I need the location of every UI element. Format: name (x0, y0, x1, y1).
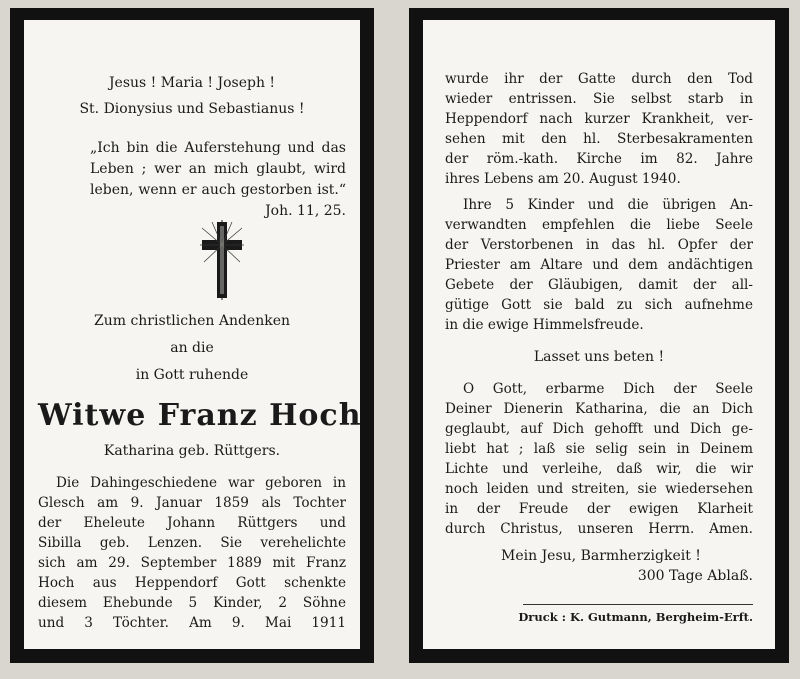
quote-line: „Ich bin die Auferstehung und das (90, 140, 346, 156)
memorial-line: in Gott ruhende (135, 367, 249, 383)
children-line: in die ewige Himmelsfreude. (445, 317, 644, 333)
bio-cont-line: Heppendorf nach kurzer Krankheit, ver- (445, 111, 753, 127)
bio-cont-line: der röm.-kath. Kirche im 82. Jahre (445, 151, 753, 167)
bio-line: und 3 Töchter. Am 9. Mai 1911 (38, 615, 346, 631)
printer-divider (523, 604, 753, 605)
quote-line: leben, wenn er auch gestorben ist.“ (90, 182, 346, 198)
prayer-line: Lichte und verleihe, daß wir, die wir (445, 461, 753, 477)
invocation-saints: St. Dionysius und Sebastianus ! (79, 101, 305, 117)
cross-icon (200, 220, 244, 300)
left-card (10, 8, 374, 663)
bio-cont-line: wieder entrissen. Sie selbst starb in (445, 91, 753, 107)
prayer-line: Deiner Dienerin Katharina, die an Dich (445, 401, 753, 417)
prayer-line: liebt hat ; laß sie selig sein in Deinem (445, 441, 753, 457)
prayer-heading: Lasset uns beten ! (533, 349, 665, 365)
bio-line: Glesch am 9. Januar 1859 als Tochter (38, 495, 346, 511)
bio-line: Sibilla geb. Lenzen. Sie verehelichte (38, 535, 346, 551)
children-line: verwandten empfehlen die liebe Seele (445, 217, 753, 233)
children-line: gütige Gott sie bald zu sich aufnehme (445, 297, 753, 313)
printer-credit: Druck : K. Gutmann, Bergheim-Erft. (518, 610, 753, 624)
children-line: Gebete der Gläubigen, damit der all- (445, 277, 753, 293)
bio-cont-line: sehen mit den hl. Sterbesakramenten (445, 131, 753, 147)
prayer-line: in der Freude der ewigen Klarheit (445, 501, 753, 517)
indulgence: 300 Tage Ablaß. (637, 568, 753, 584)
prayer-line: geglaubt, auf Dich gehofft und Dich ge- (445, 421, 753, 437)
prayer-line: noch leiden und streiten, sie wiedersehen (445, 481, 753, 497)
quote-line: Leben ; wer an mich glaubt, wird (90, 161, 346, 177)
bio-cont-line: wurde ihr der Gatte durch den Tod (445, 71, 753, 87)
right-card (409, 8, 789, 663)
children-line: Ihre 5 Kinder und die übrigen An- (463, 197, 753, 213)
quote-reference: Joh. 11, 25. (265, 203, 346, 219)
bio-line: der Eheleute Johann Rüttgers und (38, 515, 346, 531)
children-line: Priester am Altare und dem andächtigen (445, 257, 753, 273)
memorial-line: Zum christlichen Andenken (93, 313, 291, 329)
memorial-line: an die (170, 340, 214, 356)
bio-line: diesem Ehebunde 5 Kinder, 2 Söhne (38, 595, 346, 611)
left-card-inner (24, 20, 360, 649)
prayer-line: durch Christus, unseren Herrn. Amen. (445, 521, 753, 537)
bio-cont-line: ihres Lebens am 20. August 1940. (445, 171, 681, 187)
maiden-name: Katharina geb. Rüttgers. (103, 443, 281, 459)
bio-line: sich am 29. September 1889 mit Franz (38, 555, 346, 571)
deceased-name-title: Witwe Franz Hoch (38, 398, 362, 433)
ejaculation: Mein Jesu, Barmherzigkeit ! (501, 548, 701, 564)
children-line: der Verstorbenen in das hl. Opfer der (445, 237, 753, 253)
bio-line: Die Dahingeschiedene war geboren in (56, 475, 346, 491)
invocation-names: Jesus ! Maria ! Joseph ! (108, 75, 276, 91)
bio-line: Hoch aus Heppendorf Gott schenkte (38, 575, 346, 591)
prayer-line: O Gott, erbarme Dich der Seele (463, 381, 753, 397)
right-card-inner (423, 20, 775, 649)
